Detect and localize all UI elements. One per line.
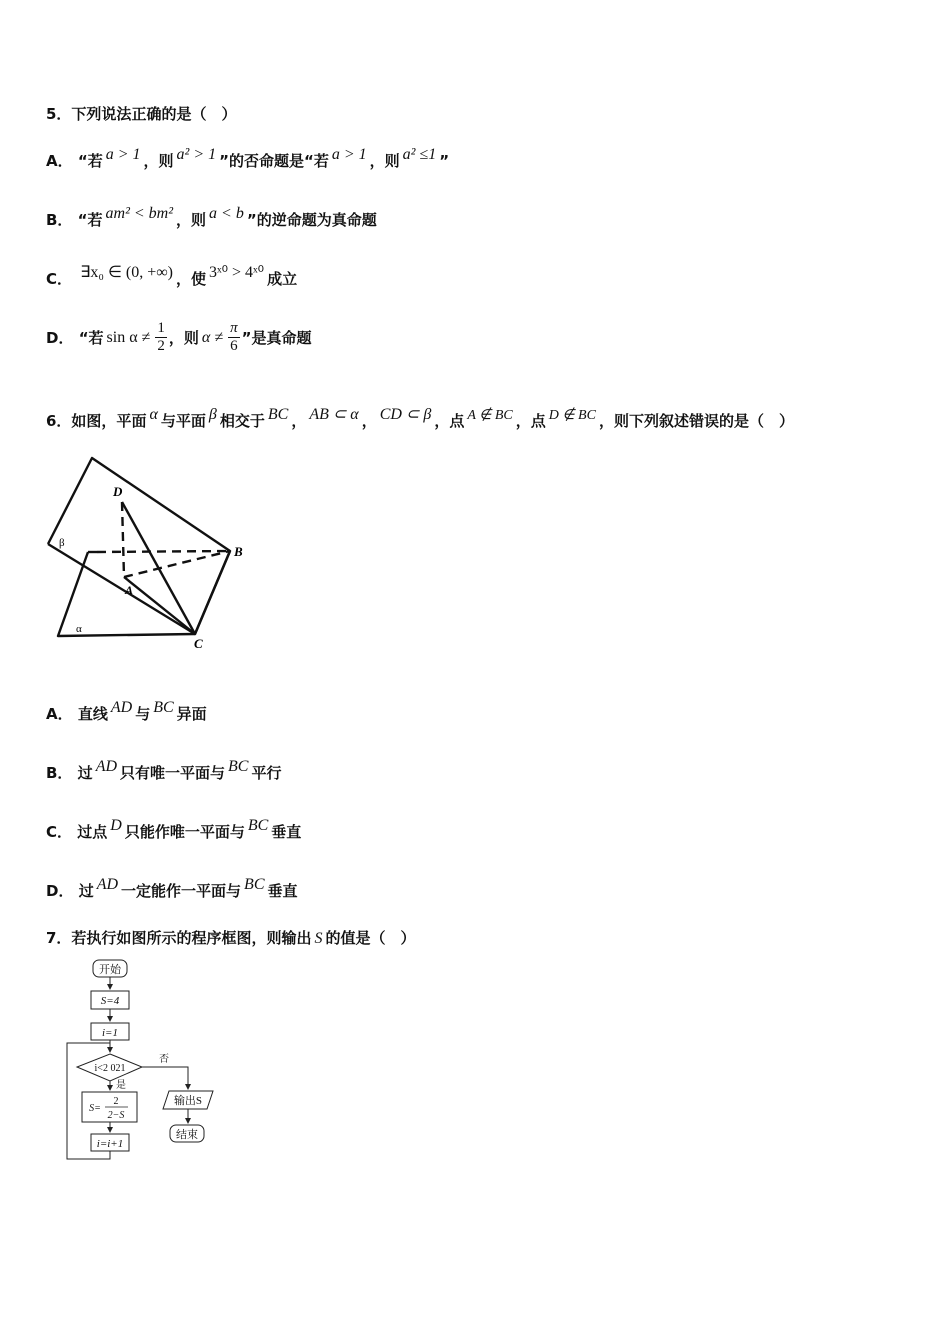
math-expr: A ∉ BC <box>467 408 513 423</box>
option-text: 成立 <box>267 270 298 288</box>
stem-text: ，则下列叙述错误的是（ ） <box>598 412 794 430</box>
segment-ac <box>124 577 195 634</box>
option-text: 平行 <box>251 764 282 782</box>
q7-stem <box>46 927 415 948</box>
option-text: 异面 <box>176 705 207 723</box>
option-label: A． <box>46 152 73 170</box>
option-text: 垂直 <box>271 823 302 841</box>
math-expr: CD ⊂ β <box>379 406 432 423</box>
math-expr: α <box>149 406 158 423</box>
option-text: ，则 <box>168 329 199 347</box>
option-text: 过 <box>78 882 94 900</box>
segment-ab-dashed <box>124 551 230 577</box>
option-text: 过点 <box>77 823 108 841</box>
option-text: 垂直 <box>267 882 298 900</box>
segment-da-dashed <box>122 502 124 577</box>
flow-increment-text: i=i+1 <box>96 1138 124 1150</box>
math-expr: α ≠ <box>201 328 224 346</box>
line-bc-dashed <box>97 551 230 552</box>
math-expr: β <box>208 406 217 423</box>
flow-no-label: 否 <box>159 1054 169 1065</box>
fraction-one-half <box>155 320 167 355</box>
fraction-numerator: 1 <box>157 320 165 336</box>
option-text: ”是真命题 <box>241 329 312 347</box>
stem-text: ，点 <box>515 412 546 430</box>
option-label: A． <box>46 705 73 723</box>
label-point-d: D <box>113 484 123 499</box>
math-expr: BC <box>244 876 265 893</box>
option-text: ，则 <box>176 211 207 229</box>
option-label: D． <box>46 882 74 900</box>
math-expr: a² > 1 <box>176 146 217 163</box>
math-expr: AD <box>110 699 133 716</box>
math-expr: a < b <box>209 205 244 222</box>
option-label: D． <box>46 329 74 347</box>
flow-start-text: 开始 <box>99 964 121 976</box>
option-text: ” <box>439 152 450 170</box>
stem-text: ， <box>291 412 307 430</box>
fraction-denominator: 2 <box>157 338 165 354</box>
q6-stem <box>46 406 794 431</box>
q5-stem-text: 5．下列说法正确的是（ ） <box>46 105 237 123</box>
stem-text: 的值是（ ） <box>325 929 416 947</box>
q6-option-a <box>46 699 207 724</box>
option-text: 过 <box>77 764 93 782</box>
math-expr: BC <box>247 817 269 834</box>
q6-option-d <box>46 876 298 901</box>
math-expr: D ∉ BC <box>548 408 596 423</box>
option-text: 只能作唯一平面与 <box>124 823 245 841</box>
math-expr: 3ˣ⁰ > 4ˣ⁰ <box>208 264 265 281</box>
math-expr: S <box>314 930 323 947</box>
q5-stem <box>46 103 236 124</box>
option-text: 一定能作一平面与 <box>121 882 242 900</box>
option-text: 与 <box>135 705 151 723</box>
math-expr: BC <box>267 406 289 423</box>
option-text: “若 <box>77 152 103 170</box>
q5-option-d <box>46 320 311 355</box>
option-text: ”的否命题是“若 <box>219 152 329 170</box>
flow-no-branch <box>142 1067 188 1089</box>
stem-text: ， <box>361 412 377 430</box>
math-expr: AB ⊂ α <box>309 406 359 423</box>
stem-text: ，点 <box>434 412 465 430</box>
stem-text: 相交于 <box>219 412 265 430</box>
option-label: C． <box>46 823 73 841</box>
segment-bc <box>195 551 230 634</box>
label-plane-alpha: α <box>76 623 82 635</box>
option-label: B． <box>46 764 73 782</box>
flow-end-text: 结束 <box>176 1129 198 1141</box>
math-expr: BC <box>228 758 249 775</box>
segment-dc <box>122 502 195 634</box>
math-expr: AD <box>95 758 118 775</box>
stem-text: 6．如图，平面 <box>46 412 147 430</box>
q5-option-b <box>46 205 377 230</box>
fraction-pi-six <box>228 320 240 355</box>
stem-text: 与平面 <box>160 412 206 430</box>
stem-text: 7．若执行如图所示的程序框图，则输出 <box>46 929 312 947</box>
math-expr: ∃x₀ ∈ (0, +∞) <box>80 264 173 281</box>
math-expr: a² ≤1 <box>402 146 437 163</box>
q6-planes-figure <box>40 452 260 657</box>
math-expr: am² < bm² <box>105 205 174 222</box>
option-text: “若 <box>78 329 104 347</box>
fraction-numerator: π <box>230 320 238 336</box>
option-text: 直线 <box>77 705 108 723</box>
math-expr: sin α ≠ <box>106 328 151 346</box>
q7-flowchart <box>60 955 230 1165</box>
flow-output-text: 输出S <box>173 1095 203 1107</box>
label-point-a: A <box>125 583 134 597</box>
label-plane-beta: β <box>59 537 65 549</box>
option-text: 只有唯一平面与 <box>120 764 226 782</box>
math-expr: BC <box>153 699 174 716</box>
option-text: ”的逆命题为真命题 <box>246 211 377 229</box>
q5-option-a <box>46 146 450 171</box>
flow-update-s-num: 2 <box>113 1096 119 1107</box>
option-text: “若 <box>77 211 103 229</box>
option-label: C． <box>46 270 73 288</box>
fraction-denominator: 6 <box>230 338 238 354</box>
option-label: B． <box>46 211 73 229</box>
flow-init-s-text: S=4 <box>100 995 120 1007</box>
flow-condition-text: i<2 021 <box>94 1063 126 1074</box>
math-expr: AD <box>96 876 119 893</box>
math-expr: a > 1 <box>105 146 141 163</box>
q6-option-b <box>46 758 282 783</box>
flow-update-s-lhs: S= <box>89 1103 101 1114</box>
label-point-b: B <box>234 544 243 559</box>
option-text: ，使 <box>175 270 206 288</box>
flow-yes-label: 是 <box>116 1080 126 1091</box>
q5-option-c <box>46 264 298 289</box>
plane-beta <box>48 458 230 634</box>
label-point-c: C <box>194 636 203 651</box>
option-text: ，则 <box>369 152 400 170</box>
flow-update-s-den: 2−S <box>107 1110 125 1121</box>
flow-init-i-text: i=1 <box>102 1027 118 1039</box>
q6-option-c <box>46 817 302 842</box>
option-text: ，则 <box>143 152 174 170</box>
math-expr: D <box>110 817 122 834</box>
math-expr: a > 1 <box>331 146 367 163</box>
